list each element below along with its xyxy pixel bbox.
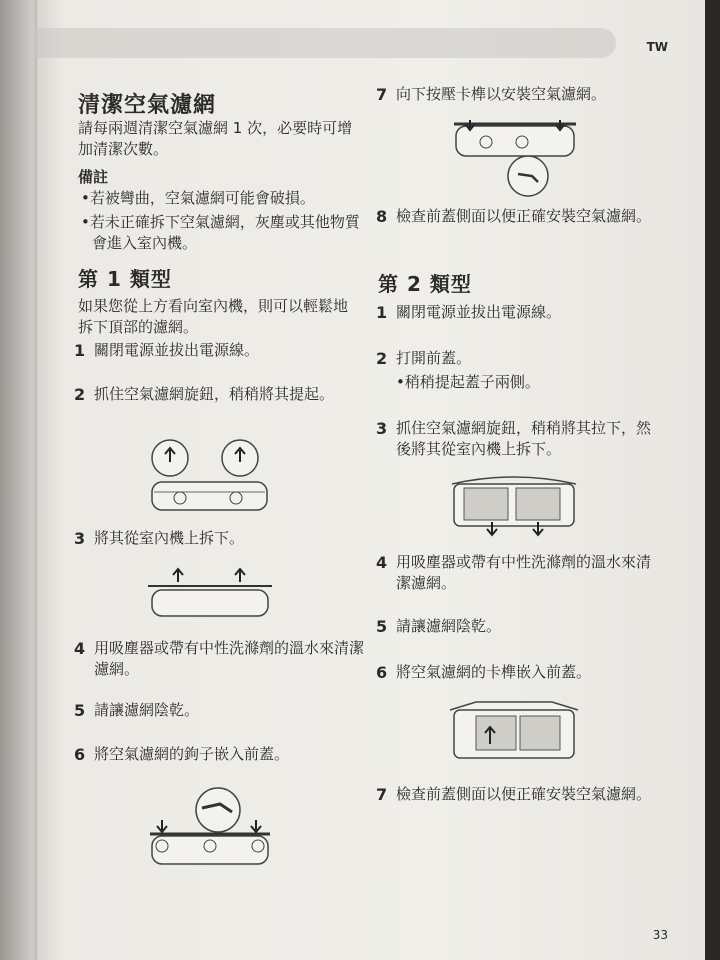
- type1-step: 2 抓住空氣濾網旋鈕，稍稍將其提起。: [74, 385, 335, 404]
- type2-step: 2 打開前蓋。: [376, 349, 472, 368]
- previous-page-edge: [0, 0, 40, 960]
- filter-lift-illustration: [140, 436, 275, 526]
- type1-step: 3 將其從室內機上拆下。: [74, 529, 245, 548]
- type1-step: 7 向下按壓卡榫以安裝空氣濾網。: [376, 85, 607, 104]
- latch-press-illustration: [446, 114, 586, 198]
- type2-step: 6 將空氣濾網的卡榫嵌入前蓋。: [376, 663, 592, 682]
- type2-step: 1 關閉電源並拔出電源線。: [376, 303, 562, 322]
- type1-step: 8 檢查前蓋側面以便正確安裝空氣濾網。: [376, 207, 652, 226]
- note-title: 備註: [78, 168, 109, 186]
- section-intro: 請每兩週清潔空氣濾網 1 次，必要時可增加清潔次數。: [78, 119, 353, 158]
- type1-title: 第 1 類型: [78, 267, 172, 291]
- type2-title: 第 2 類型: [378, 272, 472, 296]
- type1-step: 1 關閉電源並拔出電源線。: [74, 341, 260, 360]
- section-title: 清潔空氣濾網: [78, 93, 217, 118]
- filter-remove-illustration: [140, 566, 280, 622]
- type1-step: 5 請讓濾網陰乾。: [74, 701, 200, 720]
- type2-step: 5 請讓濾網陰乾。: [376, 617, 502, 636]
- hook-insert-illustration: [140, 786, 280, 876]
- page-number: 33: [652, 928, 668, 942]
- type2-step: 4 用吸塵器或帶有中性洗滌劑的溫水來清潔濾網。: [376, 553, 652, 592]
- language-tag: TW: [646, 40, 668, 54]
- type1-step: 6 將空氣濾網的鉤子嵌入前蓋。: [74, 745, 290, 764]
- header-bar: [36, 28, 616, 58]
- note-item: •若未正確拆下空氣濾網，灰塵或其他物質會進入室內機。: [81, 213, 360, 252]
- filter-pulldown-illustration: [446, 474, 582, 540]
- type2-substep: •稍稍提起蓋子兩側。: [396, 373, 540, 391]
- note-item: •若被彎曲，空氣濾網可能會破損。: [81, 189, 315, 207]
- type1-intro: 如果您從上方看向室內機，則可以輕鬆地拆下頂部的濾網。: [78, 297, 349, 336]
- type1-step: 4 用吸塵器或帶有中性洗滌劑的溫水來清潔濾網。: [74, 639, 365, 678]
- filter-tab-insert-illustration: [446, 698, 582, 770]
- type2-step: 7 檢查前蓋側面以便正確安裝空氣濾網。: [376, 785, 652, 804]
- type2-step: 3 抓住空氣濾網旋鈕，稍稍將其拉下，然後將其從室內機上拆下。: [376, 419, 652, 458]
